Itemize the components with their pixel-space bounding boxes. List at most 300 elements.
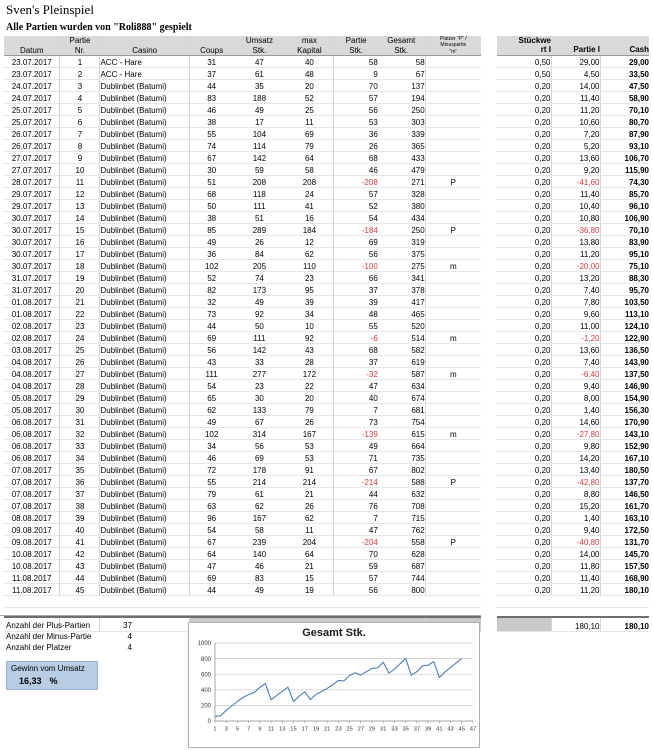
chart-x-tick-label: 37: [413, 726, 421, 733]
table-row[interactable]: [4, 67, 481, 79]
table-row[interactable]: [4, 307, 481, 319]
cash-row[interactable]: [497, 272, 649, 284]
column-header-partie-nr-line2: Nr.: [74, 45, 86, 55]
cell-gesamt-stk: 520: [378, 319, 425, 331]
parties-header-row: [4, 36, 481, 55]
cell-flag: [425, 571, 481, 583]
cell-gesamt-stk: 275: [378, 259, 425, 271]
cell-partie-nr: 33: [60, 439, 100, 451]
cell-datum: 08.08.2017: [4, 511, 60, 523]
cell-flag: [425, 163, 481, 175]
cash-row[interactable]: [497, 164, 649, 176]
cell-flag: [425, 583, 481, 595]
cell-gesamt-stk: 715: [378, 511, 425, 523]
table-row[interactable]: [4, 55, 481, 67]
cell-partie-nr: 34: [60, 451, 100, 463]
cell-max-kapital: 19: [285, 583, 334, 595]
cell-partie-eur: 13,20: [551, 272, 600, 284]
cell-umsatz: 33: [233, 355, 285, 367]
table-row[interactable]: [4, 511, 481, 523]
chart-plot-area: [189, 639, 479, 741]
cell-coups: 47: [189, 559, 233, 571]
cell-casino: Dublinbet (Batumi): [100, 439, 189, 451]
chart-x-tick-label: 17: [301, 726, 308, 733]
cell-gesamt-stk: 514: [378, 331, 425, 343]
cell-flag: [425, 439, 481, 451]
cell-umsatz: 178: [233, 463, 285, 475]
cell-cash: 33,50: [600, 68, 649, 80]
table-row[interactable]: [4, 379, 481, 391]
cell-cash: 115,90: [600, 164, 649, 176]
cell-casino: Dublinbet (Batumi): [100, 535, 189, 547]
cell-datum: 27.07.2017: [4, 163, 60, 175]
cell-coups: 102: [189, 259, 233, 271]
table-row[interactable]: [4, 295, 481, 307]
cash-row[interactable]: [497, 248, 649, 260]
cell-flag: [425, 379, 481, 391]
cell-max-kapital: 204: [285, 535, 334, 547]
cash-row[interactable]: [497, 368, 649, 380]
table-row[interactable]: [4, 211, 481, 223]
cell-empty: [600, 596, 649, 608]
cash-row[interactable]: [497, 92, 649, 104]
cell-casino: Dublinbet (Batumi): [100, 367, 189, 379]
cell-coups: 44: [189, 583, 233, 595]
table-row[interactable]: [4, 331, 481, 343]
cash-row[interactable]: [497, 128, 649, 140]
cell-stueckwert: 0,20: [497, 572, 551, 584]
cash-row[interactable]: [497, 80, 649, 92]
cash-row[interactable]: [497, 320, 649, 332]
cell-stueckwert: 0,20: [497, 80, 551, 92]
table-row[interactable]: [4, 139, 481, 151]
table-row[interactable]: [4, 247, 481, 259]
cell-gesamt-stk: 708: [378, 499, 425, 511]
cash-row[interactable]: [497, 536, 649, 548]
cash-row[interactable]: [497, 560, 649, 572]
cash-row[interactable]: [497, 68, 649, 80]
cell-datum: 07.08.2017: [4, 487, 60, 499]
cell-partie-nr: 32: [60, 427, 100, 439]
cell-umsatz: 74: [233, 271, 285, 283]
table-row[interactable]: [4, 463, 481, 475]
cell-cash: 156,30: [600, 404, 649, 416]
cell-cash: 87,90: [600, 128, 649, 140]
cash-row[interactable]: [497, 512, 649, 524]
cash-row[interactable]: [497, 260, 649, 272]
cell-datum: 07.08.2017: [4, 475, 60, 487]
section-divider: [0, 615, 481, 616]
chart-x-tick-label: 23: [335, 726, 342, 733]
cell-partie-eur: 15,20: [551, 500, 600, 512]
cash-row[interactable]: [497, 440, 649, 452]
cash-row[interactable]: [497, 188, 649, 200]
cell-partie-stk: 67: [334, 463, 378, 475]
cell-casino: Dublinbet (Batumi): [100, 187, 189, 199]
cell-cash: 47,50: [600, 80, 649, 92]
cell-flag: [425, 415, 481, 427]
column-header-datum[interactable]: Datum: [4, 36, 60, 55]
cash-row[interactable]: [497, 464, 649, 476]
cash-row[interactable]: [497, 56, 649, 68]
cash-row[interactable]: [497, 500, 649, 512]
cell-cash: 180,10: [600, 584, 649, 596]
cell-max-kapital: 25: [285, 103, 334, 115]
cash-row[interactable]: [497, 284, 649, 296]
cell-stueckwert: 0,20: [497, 356, 551, 368]
summary-platzer: [6, 642, 134, 653]
cell-cash: 106,90: [600, 212, 649, 224]
cell-max-kapital: 11: [285, 523, 334, 535]
column-header-casino[interactable]: Casino: [100, 36, 189, 55]
cell-datum: 11.08.2017: [4, 583, 60, 595]
cell-partie-stk: 48: [334, 307, 378, 319]
cash-spacer-row: [497, 608, 649, 618]
cell-max-kapital: 26: [285, 499, 334, 511]
cell-partie-eur: 7,40: [551, 356, 600, 368]
cell-cash: 93,10: [600, 140, 649, 152]
cell-casino: Dublinbet (Batumi): [100, 487, 189, 499]
gesamt-stk-chart[interactable]: [188, 622, 480, 748]
cell-partie-nr: 21: [60, 295, 100, 307]
cell-gesamt-stk: 681: [378, 403, 425, 415]
cell-flag: [425, 343, 481, 355]
cell-cash: 106,70: [600, 152, 649, 164]
column-header-stueckwert-line2: rt I: [540, 45, 551, 55]
chart-x-tick-label: 3: [224, 726, 228, 733]
cell-umsatz: 142: [233, 151, 285, 163]
cell-cash: 168,90: [600, 572, 649, 584]
cell-partie-stk: 54: [334, 211, 378, 223]
cell-umsatz: 26: [233, 235, 285, 247]
cell-umsatz: 111: [233, 199, 285, 211]
column-header-partie-eur[interactable]: Partie I: [551, 36, 600, 56]
cell-flag: P: [425, 175, 481, 187]
table-row[interactable]: [4, 559, 481, 571]
table-row[interactable]: [4, 91, 481, 103]
cell-partie-stk: -214: [334, 475, 378, 487]
column-header-umsatz-line1: Umsatz: [245, 36, 273, 46]
cell-datum: 30.07.2017: [4, 235, 60, 247]
cell-datum: 05.08.2017: [4, 403, 60, 415]
column-header-gesamt-stk[interactable]: [378, 36, 425, 55]
cell-stueckwert: 0,20: [497, 176, 551, 188]
cell-partie-nr: 28: [60, 379, 100, 391]
cell-stueckwert: 0,20: [497, 464, 551, 476]
cash-row[interactable]: [497, 212, 649, 224]
cell-casino: Dublinbet (Batumi): [100, 127, 189, 139]
cash-row[interactable]: [497, 200, 649, 212]
cell-partie-stk: 57: [334, 571, 378, 583]
column-header-partie-line1: Partie: [345, 36, 367, 46]
cash-row[interactable]: [497, 296, 649, 308]
cash-row[interactable]: [497, 416, 649, 428]
table-row[interactable]: [4, 583, 481, 595]
cell-partie-stk: -208: [334, 175, 378, 187]
cell-datum: 30.07.2017: [4, 259, 60, 271]
cell-casino: ACC - Hare: [100, 67, 189, 79]
column-header-flag-line2: Minuspartie: [440, 42, 467, 49]
cell-gesamt-stk: 754: [378, 415, 425, 427]
cell-datum: 01.08.2017: [4, 307, 60, 319]
cell-partie-stk: 37: [334, 355, 378, 367]
cell-datum: 06.08.2017: [4, 439, 60, 451]
cell-stueckwert: 0,20: [497, 320, 551, 332]
cell-partie-stk: 47: [334, 379, 378, 391]
cell-flag: [425, 199, 481, 211]
cash-row[interactable]: [497, 236, 649, 248]
cell-cash: 145,70: [600, 548, 649, 560]
table-row[interactable]: [4, 427, 481, 439]
cash-row[interactable]: [497, 488, 649, 500]
cell-stueckwert: 0,20: [497, 392, 551, 404]
cash-row[interactable]: [497, 104, 649, 116]
cell-umsatz: 84: [233, 247, 285, 259]
table-row[interactable]: [4, 451, 481, 463]
table-blank-row: [4, 595, 481, 607]
cell-max-kapital: 26: [285, 415, 334, 427]
cell-datum: 24.07.2017: [4, 79, 60, 91]
cell-datum: 09.08.2017: [4, 523, 60, 535]
cell-max-kapital: 28: [285, 355, 334, 367]
cell-empty: [285, 595, 334, 607]
table-row[interactable]: [4, 475, 481, 487]
cell-gesamt-stk: 615: [378, 427, 425, 439]
cell-stueckwert: 0,20: [497, 332, 551, 344]
cell-gesamt-stk: 433: [378, 151, 425, 163]
cash-row[interactable]: [497, 116, 649, 128]
cell-umsatz: 59: [233, 163, 285, 175]
column-header-partie-nr[interactable]: [60, 36, 100, 55]
cell-stueckwert: 0,20: [497, 524, 551, 536]
table-row[interactable]: [4, 319, 481, 331]
cell-spacer: [551, 608, 600, 618]
cell-partie-eur: 9,40: [551, 524, 600, 536]
table-row[interactable]: [4, 523, 481, 535]
cell-gesamt-stk: 365: [378, 139, 425, 151]
cell-flag: [425, 127, 481, 139]
cell-flag: [425, 487, 481, 499]
cell-partie-eur: -6,40: [551, 368, 600, 380]
chart-y-tick-label: 200: [200, 703, 211, 710]
cash-row[interactable]: [497, 224, 649, 236]
table-row[interactable]: [4, 547, 481, 559]
cell-partie-nr: 17: [60, 247, 100, 259]
cell-partie-nr: 35: [60, 463, 100, 475]
cash-row[interactable]: [497, 584, 649, 596]
column-header-cash[interactable]: Cash: [600, 36, 649, 56]
table-row[interactable]: [4, 259, 481, 271]
table-row[interactable]: [4, 175, 481, 187]
cell-casino: Dublinbet (Batumi): [100, 547, 189, 559]
table-row[interactable]: [4, 367, 481, 379]
table-row[interactable]: [4, 187, 481, 199]
summary-platzer-label: Anzahl der Platzer: [6, 643, 72, 652]
table-row[interactable]: [4, 415, 481, 427]
column-header-flag[interactable]: [425, 36, 481, 55]
table-row[interactable]: [4, 115, 481, 127]
cell-cash: 96,10: [600, 200, 649, 212]
cell-umsatz: 140: [233, 547, 285, 559]
cell-coups: 30: [189, 163, 233, 175]
cash-row[interactable]: [497, 524, 649, 536]
cell-stueckwert: 0,20: [497, 116, 551, 128]
column-header-max-kapital[interactable]: [285, 36, 334, 55]
chart-x-tick-label: 21: [323, 726, 331, 733]
cell-coups: 62: [189, 403, 233, 415]
page-title: Sven's Pleinspiel: [6, 2, 94, 17]
cell-partie-eur: 10,40: [551, 200, 600, 212]
column-header-flag-line1: Platzer "P" /: [440, 36, 467, 42]
cell-datum: 04.08.2017: [4, 367, 60, 379]
cell-casino: Dublinbet (Batumi): [100, 79, 189, 91]
cell-datum: 30.07.2017: [4, 211, 60, 223]
cash-row[interactable]: [497, 308, 649, 320]
cell-max-kapital: 20: [285, 391, 334, 403]
cell-casino: Dublinbet (Batumi): [100, 559, 189, 571]
cell-partie-nr: 10: [60, 163, 100, 175]
cell-stueckwert: 0,20: [497, 272, 551, 284]
cash-row[interactable]: [497, 152, 649, 164]
table-row[interactable]: [4, 403, 481, 415]
table-row[interactable]: [4, 439, 481, 451]
cell-flag: [425, 451, 481, 463]
table-row[interactable]: [4, 235, 481, 247]
cell-partie-stk: 56: [334, 583, 378, 595]
table-row[interactable]: [4, 571, 481, 583]
cash-row[interactable]: [497, 140, 649, 152]
cell-flag: [425, 295, 481, 307]
cash-row[interactable]: [497, 572, 649, 584]
table-row[interactable]: [4, 499, 481, 511]
cell-datum: 03.08.2017: [4, 343, 60, 355]
cell-partie-stk: 55: [334, 319, 378, 331]
table-row[interactable]: [4, 199, 481, 211]
cell-cash: 136,50: [600, 344, 649, 356]
column-header-partie-stk[interactable]: [334, 36, 378, 55]
cell-gesamt-stk: 744: [378, 571, 425, 583]
cell-umsatz: 56: [233, 439, 285, 451]
cell-partie-stk: 70: [334, 79, 378, 91]
cash-row[interactable]: [497, 344, 649, 356]
cash-row[interactable]: [497, 404, 649, 416]
cell-stueckwert: 0,20: [497, 236, 551, 248]
cell-max-kapital: 22: [285, 379, 334, 391]
table-row[interactable]: [4, 223, 481, 235]
cash-row[interactable]: [497, 392, 649, 404]
cash-row[interactable]: [497, 332, 649, 344]
column-header-coups[interactable]: Coups: [189, 36, 233, 55]
cell-partie-eur: -42,80: [551, 476, 600, 488]
cash-row[interactable]: [497, 176, 649, 188]
cell-max-kapital: 64: [285, 151, 334, 163]
cell-datum: 30.07.2017: [4, 247, 60, 259]
cell-umsatz: 167: [233, 511, 285, 523]
column-header-stueckwert[interactable]: [497, 36, 551, 56]
cell-cash: 152,90: [600, 440, 649, 452]
cash-row[interactable]: [497, 452, 649, 464]
cash-row[interactable]: [497, 356, 649, 368]
cell-coups: 54: [189, 523, 233, 535]
cell-partie-stk: -6: [334, 331, 378, 343]
table-row[interactable]: [4, 355, 481, 367]
table-row[interactable]: [4, 151, 481, 163]
cell-umsatz: 208: [233, 175, 285, 187]
chart-series-line: [215, 658, 462, 716]
table-row[interactable]: [4, 103, 481, 115]
cell-partie-nr: 38: [60, 499, 100, 511]
cell-umsatz: 104: [233, 127, 285, 139]
cell-datum: 23.07.2017: [4, 55, 60, 67]
table-row[interactable]: [4, 487, 481, 499]
cell-umsatz: 289: [233, 223, 285, 235]
table-row[interactable]: [4, 343, 481, 355]
cell-datum: 04.08.2017: [4, 379, 60, 391]
table-row[interactable]: [4, 127, 481, 139]
table-row[interactable]: [4, 163, 481, 175]
cell-casino: Dublinbet (Batumi): [100, 223, 189, 235]
cell-partie-stk: 69: [334, 235, 378, 247]
cell-flag: [425, 271, 481, 283]
cash-row[interactable]: [497, 380, 649, 392]
gewinn-value: 16,33: [19, 676, 42, 686]
cell-partie-nr: 18: [60, 259, 100, 271]
cell-cash: 146,90: [600, 380, 649, 392]
cell-coups: 63: [189, 499, 233, 511]
table-row[interactable]: [4, 271, 481, 283]
cell-partie-stk: 57: [334, 187, 378, 199]
cell-datum: 25.07.2017: [4, 103, 60, 115]
cash-row[interactable]: [497, 476, 649, 488]
cell-partie-nr: 31: [60, 415, 100, 427]
summary-minus-partien: [6, 631, 134, 642]
cash-row[interactable]: [497, 428, 649, 440]
table-row[interactable]: [4, 283, 481, 295]
table-row[interactable]: [4, 79, 481, 91]
chart-x-tick-label: 31: [380, 726, 387, 733]
cell-casino: Dublinbet (Batumi): [100, 91, 189, 103]
cell-partie-nr: 19: [60, 271, 100, 283]
cell-cash: 83,90: [600, 236, 649, 248]
cell-umsatz: 277: [233, 367, 285, 379]
cell-cash: 170,90: [600, 416, 649, 428]
cell-cash: 137,70: [600, 476, 649, 488]
cell-coups: 51: [189, 175, 233, 187]
column-header-umsatz[interactable]: [233, 36, 285, 55]
cell-casino: Dublinbet (Batumi): [100, 331, 189, 343]
cell-gesamt-stk: 194: [378, 91, 425, 103]
chart-x-tick-label: 15: [290, 726, 297, 733]
cash-row[interactable]: [497, 548, 649, 560]
cell-casino: Dublinbet (Batumi): [100, 247, 189, 259]
cell-partie-stk: 7: [334, 511, 378, 523]
cell-umsatz: 69: [233, 451, 285, 463]
cell-empty: [189, 595, 233, 607]
cell-umsatz: 23: [233, 379, 285, 391]
cell-coups: 79: [189, 487, 233, 499]
table-row[interactable]: [4, 535, 481, 547]
cell-partie-eur: 11,40: [551, 188, 600, 200]
chart-y-tick-label: 0: [207, 719, 211, 726]
page-subtitle: Alle Partien wurden von "Roli888" gespielt: [6, 22, 192, 33]
table-row[interactable]: [4, 391, 481, 403]
cell-cash: 88,30: [600, 272, 649, 284]
cell-partie-eur: 9,40: [551, 380, 600, 392]
cell-casino: Dublinbet (Batumi): [100, 463, 189, 475]
cell-partie-stk: 53: [334, 115, 378, 127]
cell-stueckwert: 0,20: [497, 368, 551, 380]
column-header-gesamt-line2: Stk.: [394, 45, 409, 55]
